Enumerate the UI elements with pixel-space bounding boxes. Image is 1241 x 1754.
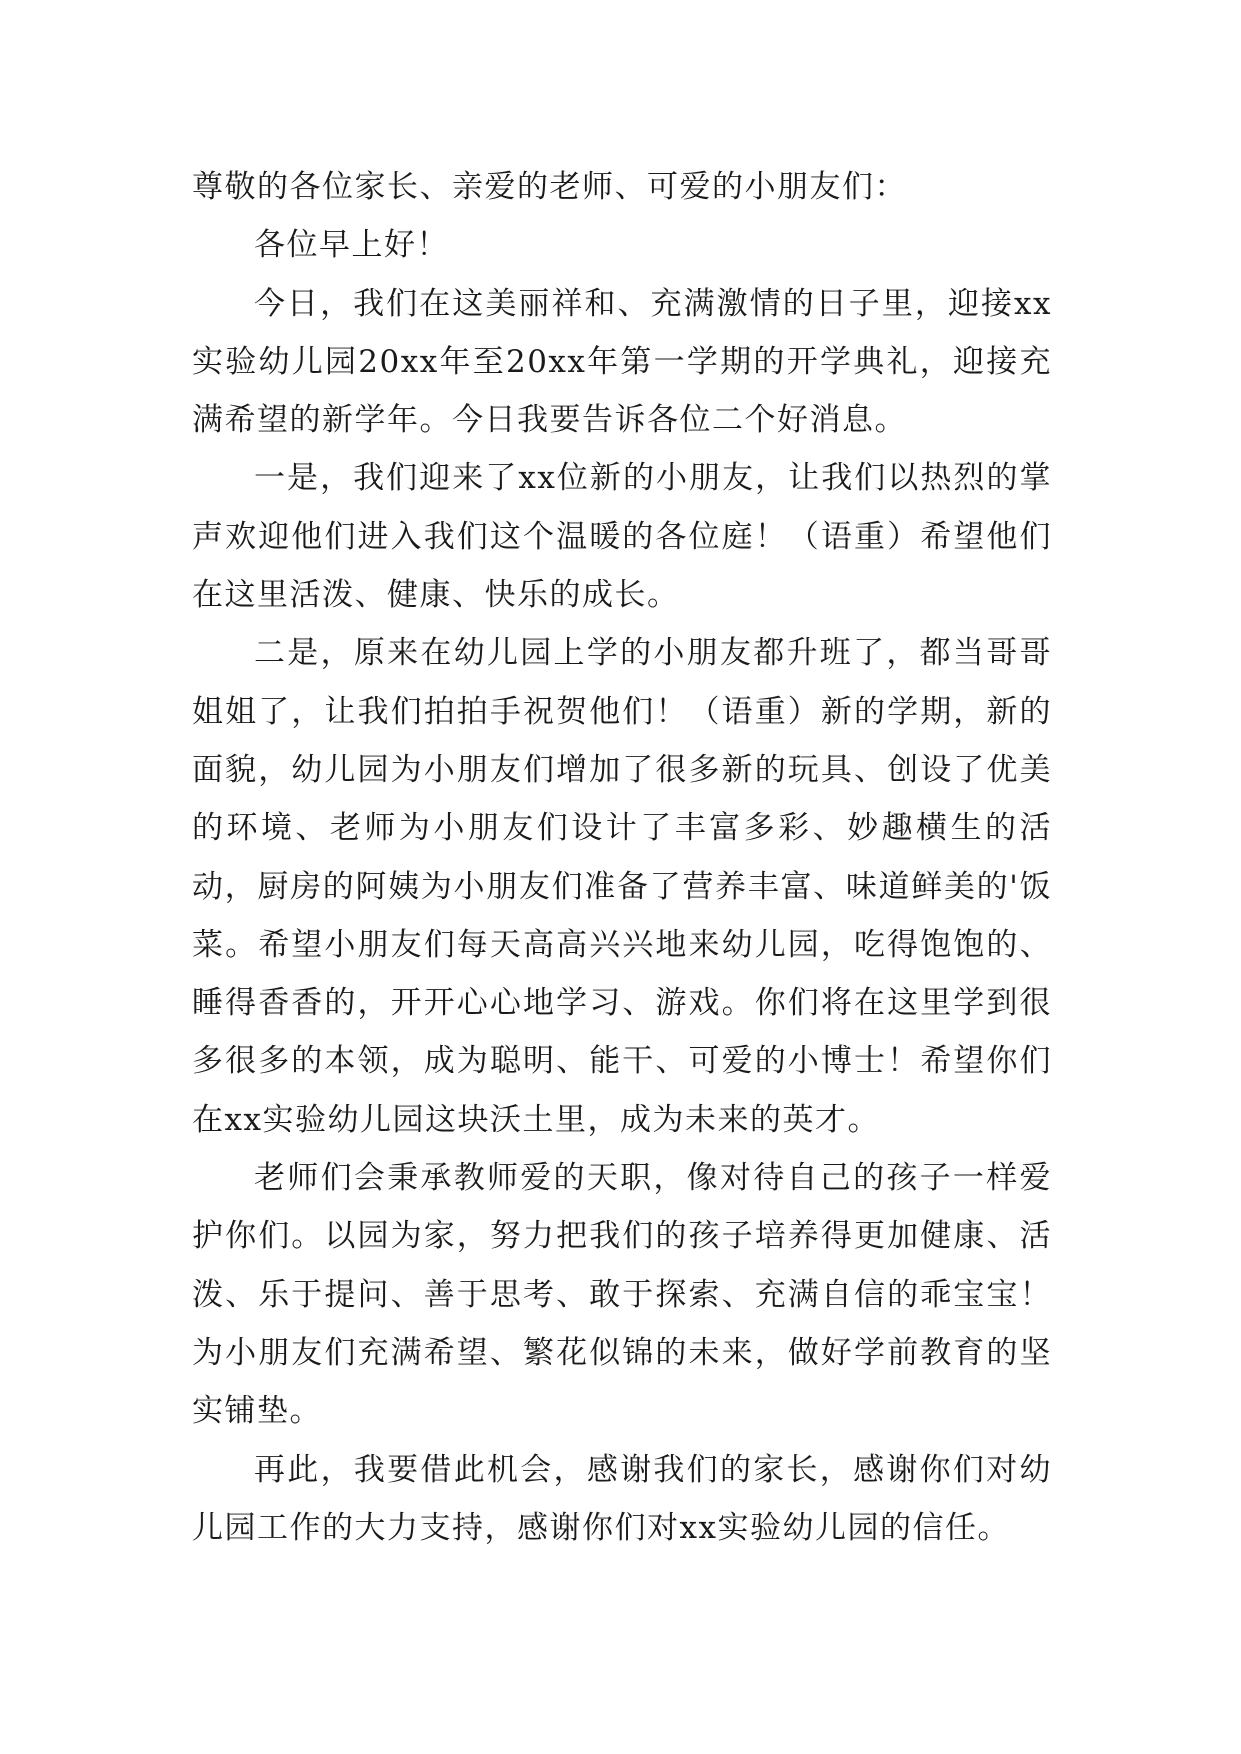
paragraph-news-one: 一是，我们迎来了xx位新的小朋友，让我们以热烈的掌声欢迎他们进入我们这个温暖的各位庭！（语重）希望他们在这里活泼、健康、快乐的成长。 [192,460,1052,614]
paragraph-opening: 今日，我们在这美丽祥和、充满激情的日子里，迎接xx实验幼儿园20xx年至20xx年第一学期的开学典礼，迎接充满希望的新学年。今日我要告诉各位二个好消息。 [192,285,1052,439]
paragraph-greeting: 各位早上好！ [254,227,449,264]
document-body [192,158,1052,1557]
paragraph-thanks: 再此，我要借此机会，感谢我们的家长，感谢你们对幼儿园工作的大力支持，感谢你们对xx实验幼儿园的信任。 [192,1451,1052,1546]
salutation: 尊敬的各位家长、亲爱的老师、可爱的小朋友们： [192,169,907,205]
paragraph-teachers: 老师们会秉承教师爱的天职，像对待自己的孩子一样爱护你们。以园为家，努力把我们的孩子培养得更加健康、活泼、乐于提问、善于思考、敢于探索、充满自信的乖宝宝！为小朋友们充满希望、繁花似锦的未来，做好学前教育的坚实铺垫。 [192,1160,1052,1430]
paragraph-news-two: 二是，原来在幼儿园上学的小朋友都升班了，都当哥哥姐姐了，让我们拍拍手祝贺他们！（语重）新的学期，新的面貌，幼儿园为小朋友们增加了很多新的玩具、创设了优美的环境、老师为小朋友们设计了丰富多彩、妙趣横生的活动，厨房的阿姨为小朋友们准备了营养丰富、味道鲜美的'饭菜。希望小朋友们每天高高兴兴地来幼儿园，吃得饱饱的、睡得香香的，开开心心地学习、游戏。你们将在这里学到很多很多的本领，成为聪明、能干、可爱的小博士！希望你们在xx实验幼儿园这块沃土里，成为未来的英才。 [192,635,1052,1138]
